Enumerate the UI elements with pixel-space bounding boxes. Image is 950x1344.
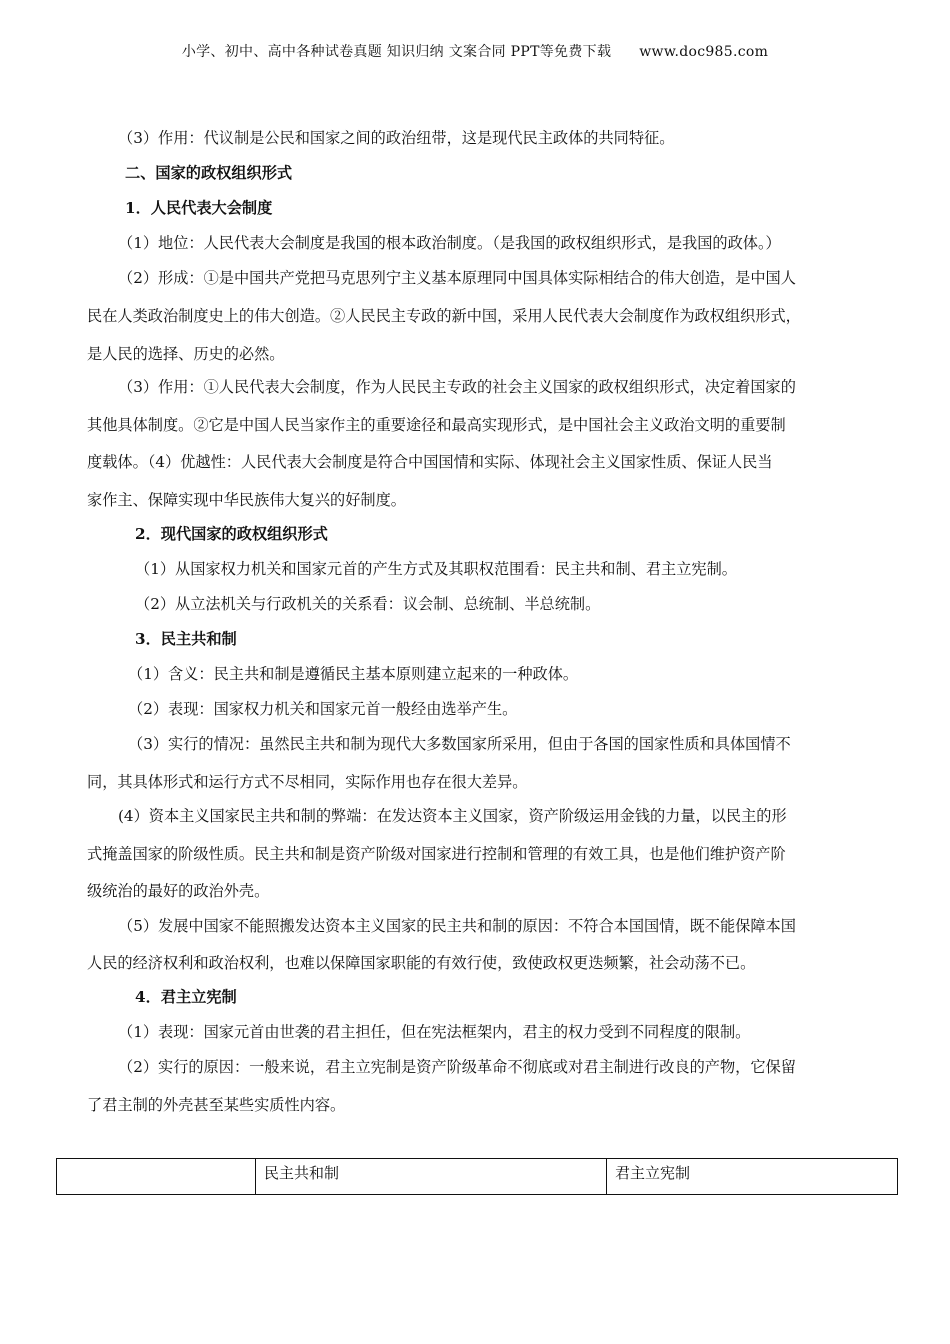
paragraph-line: 是人民的选择、历史的必然。 <box>87 345 285 363</box>
comparison-table <box>56 1158 898 1195</box>
paragraph-line: 级统治的最好的政治外壳。 <box>87 882 270 900</box>
paragraph-line: （5）发展中国家不能照搬发达资本主义国家的民主共和制的原因：不符合本国国情，既不能保障本国 <box>118 917 796 935</box>
section-heading: 二、国家的政权组织形式 <box>125 164 293 182</box>
subsection-heading: 1．人民代表大会制度 <box>125 199 273 217</box>
paragraph-line: 度载体。（4）优越性：人民代表大会制度是符合中国国情和实际、体现社会主义国家性质、保证人民当 <box>87 453 773 471</box>
paragraph-line: 了君主制的外壳甚至某些实质性内容。 <box>87 1096 346 1114</box>
paragraph-line: （1）地位：人民代表大会制度是我国的根本政治制度。（是我国的政权组织形式，是我国的政体。） <box>118 234 781 252</box>
header-site: www.doc985.com <box>639 44 769 60</box>
paragraph-line: （3）作用：①人民代表大会制度，作为人民民主专政的社会主义国家的政权组织形式，决定着国家的 <box>118 378 796 396</box>
paragraph-line: （2）从立法机关与行政机关的关系看：议会制、总统制、半总统制。 <box>135 595 601 613</box>
paragraph-line: （2）实行的原因：一般来说，君主立宪制是资产阶级革命不彻底或对君主制进行改良的产物，它保留 <box>118 1058 796 1076</box>
table-header-cell-empty <box>57 1159 256 1195</box>
paragraph-line: 式掩盖国家的阶级性质。民主共和制是资产阶级对国家进行控制和管理的有效工具，也是他们维护资产阶 <box>87 845 786 863</box>
paragraph-line: （2）形成：①是中国共产党把马克思列宁主义基本原理同中国具体实际相结合的伟大创造，是中国人 <box>118 269 796 287</box>
subsection-heading: 4．君主立宪制 <box>135 988 237 1006</box>
paragraph-line: （2）表现：国家权力机关和国家元首一般经由选举产生。 <box>128 700 518 718</box>
paragraph-line: 人民的经济权利和政治权利，也难以保障国家职能的有效行使，致使政权更迭频繁，社会动荡不已。 <box>87 954 756 972</box>
table-header-cell-republic: 民主共和制 <box>256 1159 607 1195</box>
header-text: 小学、初中、高中各种试卷真题 知识归纳 文案合同 PPT等免费下载 <box>181 44 612 60</box>
paragraph-line: 家作主、保障实现中华民族伟大复兴的好制度。 <box>87 491 406 509</box>
paragraph-line: 其他具体制度。②它是中国人民当家作主的重要途径和最高实现形式，是中国社会主义政治文明的重要制 <box>87 416 786 434</box>
paragraph-line: （3）实行的情况：虽然民主共和制为现代大多数国家所采用，但由于各国的国家性质和具体国情不 <box>128 735 791 753</box>
paragraph-line: 民在人类政治制度史上的伟大创造。②人民民主专政的新中国，采用人民代表大会制度作为政权组织形式， <box>87 307 801 325</box>
page-header <box>0 41 950 61</box>
paragraph-line: (4）资本主义国家民主共和制的弊端：在发达资本主义国家，资产阶级运用金钱的力量，以民主的形 <box>118 807 787 825</box>
table-header-row <box>57 1159 898 1195</box>
table-header-cell-monarchy: 君主立宪制 <box>607 1159 898 1195</box>
subsection-heading: 2．现代国家的政权组织形式 <box>135 525 328 543</box>
paragraph-line: （1）从国家权力机关和国家元首的产生方式及其职权范围看：民主共和制、君主立宪制。 <box>135 560 737 578</box>
paragraph-line: （3）作用：代议制是公民和国家之间的政治纽带，这是现代民主政体的共同特征。 <box>118 129 675 147</box>
paragraph-line: （1）表现：国家元首由世袭的君主担任，但在宪法框架内，君主的权力受到不同程度的限制。 <box>118 1023 751 1041</box>
paragraph-line: （1）含义：民主共和制是遵循民主基本原则建立起来的一种政体。 <box>128 665 579 683</box>
paragraph-line: 同，其具体形式和运行方式不尽相同，实际作用也存在很大差异。 <box>87 773 528 791</box>
subsection-heading: 3．民主共和制 <box>135 630 237 648</box>
